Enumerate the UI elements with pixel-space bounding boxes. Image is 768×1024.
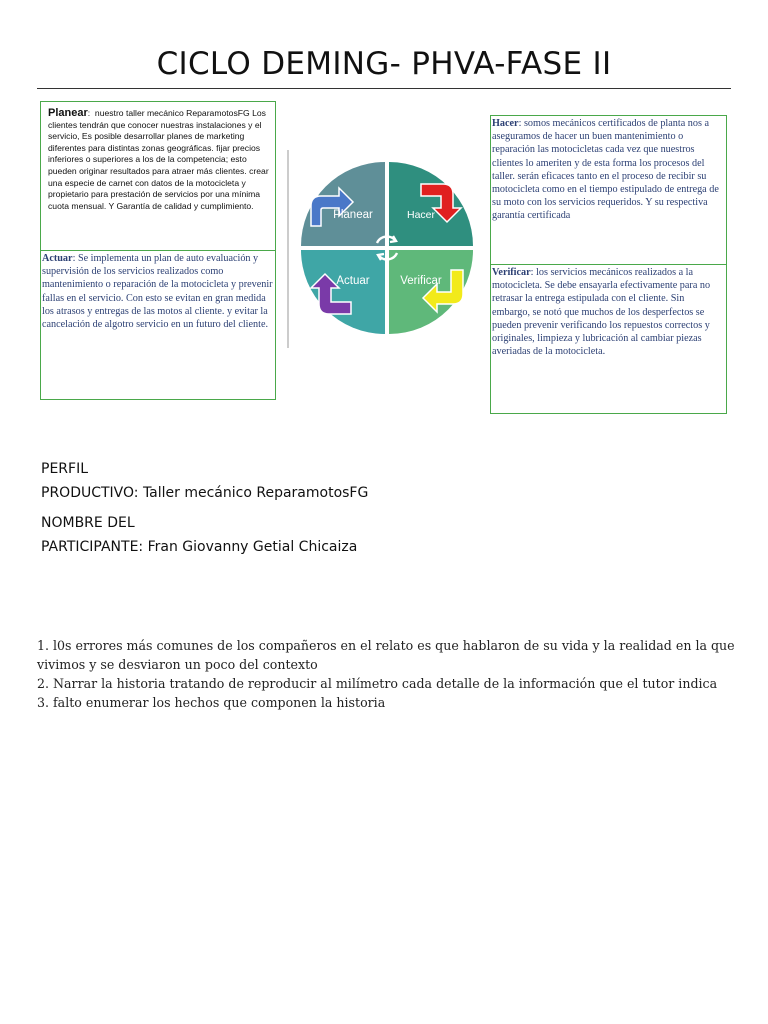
actuar-heading: Actuar <box>42 253 73 264</box>
page-title: CICLO DEMING- PHVA-FASE II <box>156 46 612 82</box>
list-item: 1. l0s errores más comunes de los compañeros en el relato es que hablaron de su vida y la realidad en la que vivimos y se desviaron un poco del contexto <box>37 638 735 672</box>
title-underline <box>37 88 731 89</box>
participant-label: NOMBRE DEL <box>41 515 135 531</box>
list-item: 2. Narrar la historia tratando de reproducir al milímetro cada detalle de la información que el tutor indica <box>37 676 718 691</box>
planear-text: nuestro taller mecánico ReparamotosFG Los clientes tendrán que conocer nuestras instalaciones y el servicio, Es posible desarrollar planes de marketing diferentes para distintas zonas geográficas. fijar precios inferiores o superiores a los de la competencia; esto pueden originar resultados para atraer más clientes. crear una especie de carnet con datos de la motocicleta y propietario para prestación de servicios por una mínima cuota mensual. Y Garantía de calidad y cumplimiento. <box>48 108 269 211</box>
planear-label: Planear <box>333 209 373 221</box>
planear-box: Planear: nuestro taller mecánico ReparamotosFG Los clientes tendrán que conocer nuestras instalaciones y el servicio, Es posible desarrollar planes de marketing diferentes para distintas zonas geográficas. fijar precios inferiores o superiores a los de la competencia; esto pueden originar resultados para atraer más clientes. crear una especie de carnet con datos de la motocicleta y propietario para prestación de servicios por una mínima cuota mensual. Y Garantía de calidad y cumplimiento. <box>40 101 276 251</box>
actuar-text: : Se implementa un plan de auto evaluación y supervisión de los servicios realizados como mantenimiento o reparación de la motocicleta y prevenir fallas en el servicio. Con esto se evitan en gran medida los atrasos y entregas de las motos al cliente. y evitar la cancelación de algotro servicio en un futuro del cliente. <box>42 253 273 331</box>
actuar-quadrant <box>301 250 385 334</box>
hacer-heading: Hacer <box>492 118 519 129</box>
profile-block <box>41 457 368 505</box>
actuar-label: Actuar <box>336 275 370 287</box>
verificar-box <box>490 264 727 414</box>
phva-cycle-diagram <box>287 150 487 348</box>
hacer-label: Hacer <box>406 209 436 221</box>
findings-list <box>37 636 737 712</box>
verificar-text: : los servicios mecánicos realizados a la motocicleta. Se debe ensayarla efectivamente para no retrasar la entrega estipulada con el cliente. Sin embargo, se notó que muchos de los desperfectos se pueden prevenir verificando los repuestos correctos y originales, limpieza y lubricación al cambiar piezas averiadas de la motocicleta. <box>492 267 711 358</box>
profile-label: PERFIL <box>41 461 88 477</box>
participant-block <box>41 511 357 559</box>
list-item: 3. falto enumerar los hechos que componen la historia <box>37 695 386 710</box>
actuar-box <box>40 250 276 400</box>
cycle-icon <box>377 236 397 260</box>
productive-profile: PRODUCTIVO: Taller mecánico ReparamotosFG <box>41 485 369 501</box>
hacer-text: : somos mecánicos certificados de planta nos a aseguramos de hacer un buen mantenimiento o reparación las motocicletas cada vez que nuestros clientes lo ameriten y de esta forma los procesos del taller. serán eficaces tanto en el proceso de recibir su motocicleta como en el tiempo estipulado de entrega de su moto con los servicios requeridos. Y su respectiva garantía certificada <box>492 118 719 222</box>
hacer-box <box>490 115 727 265</box>
hacer-quadrant <box>389 162 473 246</box>
verificar-heading: Verificar <box>492 267 531 278</box>
planear-heading: Planear <box>48 107 88 119</box>
participant-name: PARTICIPANTE: Fran Giovanny Getial Chicaiza <box>41 539 358 555</box>
verificar-label: Verificar <box>400 275 442 287</box>
